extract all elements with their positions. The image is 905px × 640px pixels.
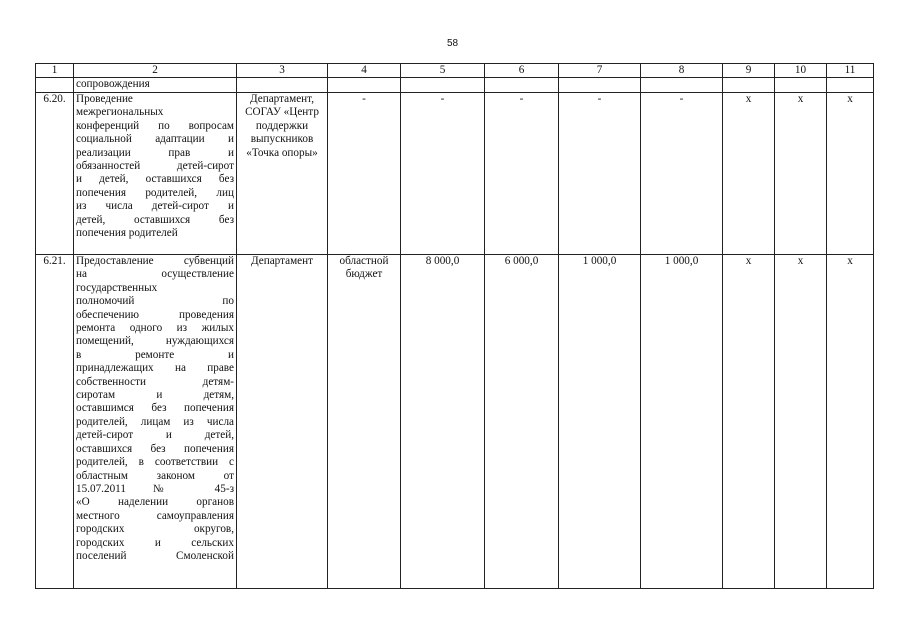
amount-year-1: 6 000,0 bbox=[485, 255, 559, 589]
table-row bbox=[36, 93, 874, 255]
amount-year-3: 1 000,0 bbox=[641, 255, 723, 589]
page-number: 58 bbox=[446, 38, 459, 49]
column-number: 2 bbox=[74, 64, 237, 78]
amount-year-2: 1 000,0 bbox=[559, 255, 641, 589]
column-number: 1 bbox=[36, 64, 74, 78]
activity-description: Предоставление субвенций на осуществление государственных полномочий по обеспечению проведения ремонта одного из жилых помещений, нуждающихся в ремонте и принадлежащих на праве собственности детям- сиротам и детям, оставшимся без попечения родителей, лицам из числа детей-сирот и детей, оставшихся без попечения родителей, в соответствии с областным законом от 15.07.2011 № 45-з «О наделении органов местного самоуправления городских округов, городских и сельских поселений Смоленской bbox=[74, 255, 237, 589]
column-number: 3 bbox=[237, 64, 328, 78]
continuation-text: сопровождения bbox=[74, 78, 237, 93]
amount-total: 8 000,0 bbox=[401, 255, 485, 589]
indicator-value: х bbox=[723, 255, 775, 589]
column-number: 5 bbox=[401, 64, 485, 78]
indicator-value: х bbox=[775, 93, 827, 255]
executor: Департамент, СОГАУ «Центр поддержки выпускников «Точка опоры» bbox=[237, 93, 328, 255]
column-number: 6 bbox=[485, 64, 559, 78]
amount-total: - bbox=[401, 93, 485, 255]
activity-description: Проведение межрегиональных конференций по вопросам социальной адаптации и реализации прав и обязанностей детей-сирот и детей, оставшихся без попечения родителей, лиц из числа детей-сирот и детей, оставшихся без попечения родителей bbox=[74, 93, 237, 255]
indicator-value: х bbox=[827, 93, 874, 255]
column-number: 4 bbox=[328, 64, 401, 78]
amount-year-2: - bbox=[559, 93, 641, 255]
funding-source: - bbox=[328, 93, 401, 255]
continuation-row bbox=[36, 78, 874, 93]
program-table bbox=[35, 63, 874, 589]
row-number: 6.20. bbox=[36, 93, 74, 255]
indicator-value: х bbox=[723, 93, 775, 255]
column-number: 8 bbox=[641, 64, 723, 78]
amount-year-1: - bbox=[485, 93, 559, 255]
amount-year-3: - bbox=[641, 93, 723, 255]
column-number-row bbox=[36, 64, 874, 78]
column-number: 9 bbox=[723, 64, 775, 78]
column-number: 7 bbox=[559, 64, 641, 78]
executor: Департамент bbox=[237, 255, 328, 589]
column-number: 11 bbox=[827, 64, 874, 78]
indicator-value: х bbox=[827, 255, 874, 589]
table-row bbox=[36, 255, 874, 589]
row-number: 6.21. bbox=[36, 255, 74, 589]
indicator-value: х bbox=[775, 255, 827, 589]
column-number: 10 bbox=[775, 64, 827, 78]
funding-source: областной бюджет bbox=[328, 255, 401, 589]
